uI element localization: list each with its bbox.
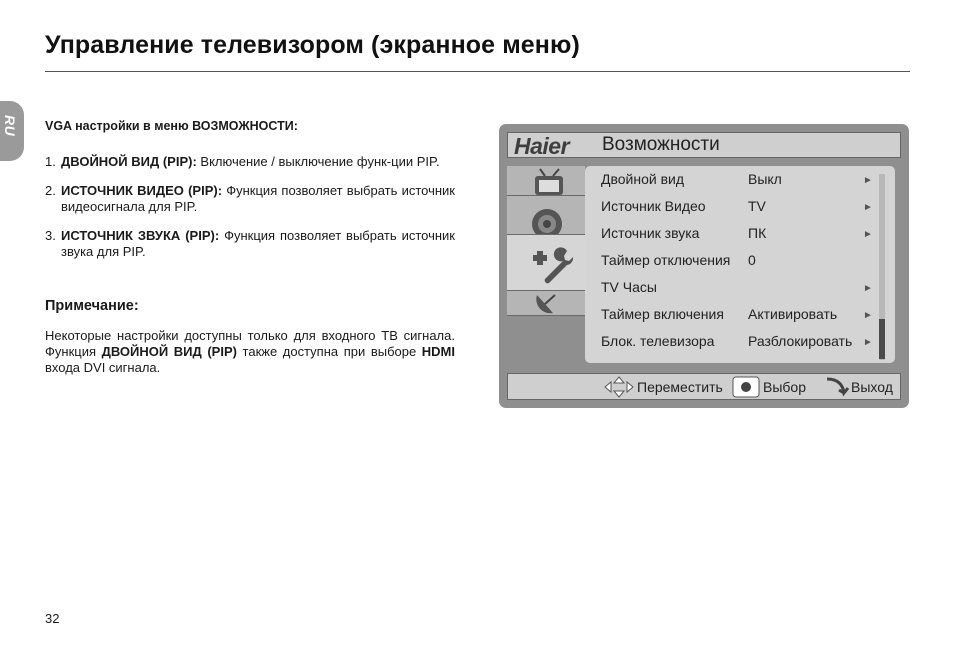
footer-exit-label: Выход — [851, 379, 893, 395]
osd-scrollbar-thumb[interactable] — [879, 319, 885, 359]
osd-row-video-source[interactable] — [601, 193, 871, 220]
title-divider — [45, 71, 910, 72]
language-label: RU — [2, 115, 18, 137]
arrow-right-icon: ► — [863, 310, 873, 321]
item-term: ИСТОЧНИК ЗВУКА (PIP): — [61, 228, 220, 243]
arrow-right-icon: ► — [863, 229, 873, 240]
osd-settings-panel — [585, 166, 895, 363]
feature-list — [45, 154, 455, 260]
item-description: Функция позволяет выбрать источник видеосигнала для PIP. — [61, 183, 455, 214]
row-label: Двойной вид — [601, 171, 685, 187]
row-value: TV — [748, 198, 766, 214]
select-button-icon — [732, 376, 760, 398]
note-body — [45, 328, 455, 376]
tools-icon[interactable] — [507, 235, 585, 291]
note-text: входа DVI сигнала. — [45, 360, 161, 375]
item-number: 3. — [45, 228, 56, 243]
list-item — [45, 154, 455, 170]
satellite-icon[interactable] — [507, 291, 585, 316]
row-label: Таймер включения — [601, 306, 724, 322]
speaker-icon[interactable] — [507, 196, 585, 235]
item-number: 1. — [45, 154, 56, 169]
footer-select-label: Выбор — [763, 379, 806, 395]
tv-icon[interactable] — [507, 166, 585, 196]
osd-row-dual-view[interactable] — [601, 166, 871, 193]
arrow-right-icon: ► — [863, 202, 873, 213]
note-title: Примечание: — [45, 298, 139, 314]
arrow-right-icon: ► — [863, 337, 873, 348]
exit-arrow-icon — [824, 376, 850, 398]
row-label: TV Часы — [601, 279, 657, 295]
navigate-arrows-icon — [604, 376, 634, 398]
row-label: Источник звука — [601, 225, 700, 241]
row-value: 0 — [748, 252, 756, 268]
item-number: 2. — [45, 183, 56, 198]
section-subheading: VGA настройки в меню ВОЗМОЖНОСТИ: — [45, 119, 298, 133]
note-bold-term: HDMI — [421, 344, 455, 359]
haier-logo: Haier — [514, 133, 570, 159]
osd-row-tv-clock[interactable] — [601, 274, 871, 301]
page-number: 32 — [45, 611, 60, 626]
item-term: ИСТОЧНИК ВИДЕО (PIP): — [61, 183, 223, 198]
osd-menu-title: Возможности — [602, 134, 720, 155]
row-label: Блок. телевизора — [601, 333, 715, 349]
osd-footer — [507, 373, 901, 400]
footer-move-label: Переместить — [637, 379, 723, 395]
list-item — [45, 228, 455, 260]
note-text: Некоторые настройки доступны только для входного ТВ сигнала. Функция — [45, 328, 455, 359]
page-title: Управление телевизором (экранное меню) — [45, 31, 580, 59]
item-term: ДВОЙНОЙ ВИД (PIP): — [61, 154, 197, 169]
osd-row-audio-source[interactable] — [601, 220, 871, 247]
arrow-right-icon: ► — [863, 283, 873, 294]
osd-header — [507, 132, 901, 158]
item-description: Функция позволяет выбрать источник звука для PIP. — [61, 228, 455, 259]
language-tab — [0, 101, 24, 161]
note-text: также доступна при выборе — [236, 344, 422, 359]
instructions-column — [45, 118, 455, 376]
list-item — [45, 183, 455, 215]
item-description: Включение / выключение функ-ции PIP. — [196, 154, 440, 169]
row-value: ПК — [748, 225, 767, 241]
row-label: Таймер отключения — [601, 252, 731, 268]
osd-row-tv-lock[interactable] — [601, 328, 871, 355]
row-value: Активировать — [748, 306, 838, 322]
arrow-right-icon: ► — [863, 175, 873, 186]
row-value: Выкл — [748, 171, 782, 187]
note-bold-term: ДВОЙНОЙ ВИД (PIP) — [101, 344, 237, 359]
tv-osd-screen — [499, 124, 909, 408]
row-label: Источник Видео — [601, 198, 706, 214]
osd-sidebar — [507, 166, 585, 366]
osd-row-on-timer[interactable] — [601, 301, 871, 328]
row-value: Разблокировать — [748, 333, 853, 349]
osd-row-sleep-timer[interactable] — [601, 247, 871, 274]
